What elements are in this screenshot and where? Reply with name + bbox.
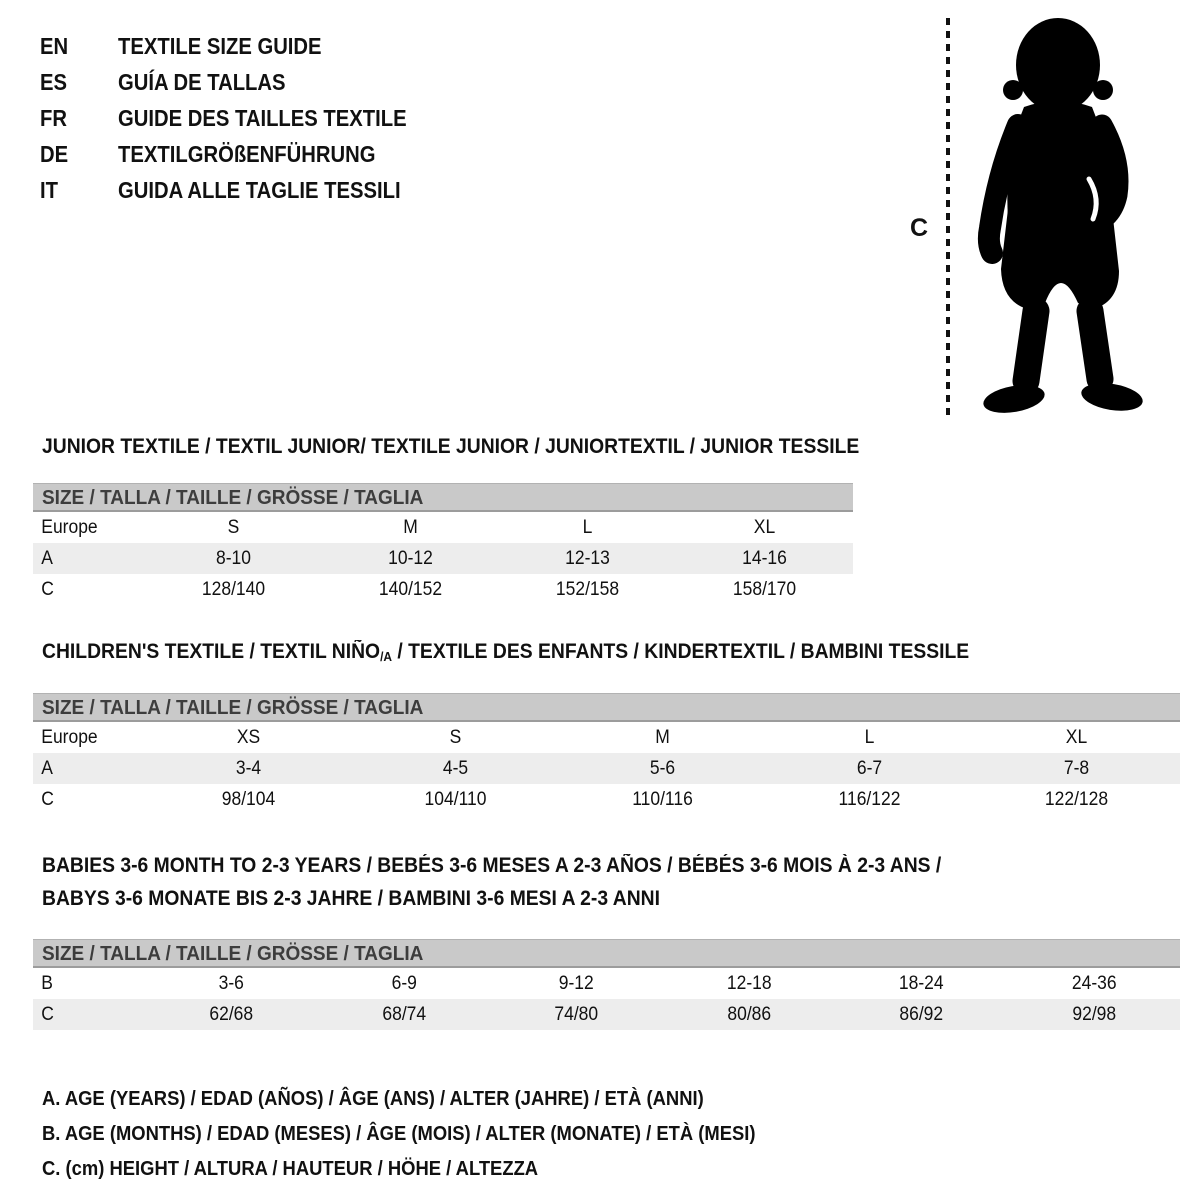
language-row <box>40 136 446 172</box>
section-title-children <box>42 641 1089 667</box>
table-cell: 98/104 <box>221 788 276 810</box>
table-cell: S <box>227 516 240 538</box>
title-text: CHILDREN'S TEXTILE / TEXTIL NIÑO <box>42 640 381 663</box>
table-cell: 10-12 <box>388 547 433 569</box>
height-measure-label: C <box>910 214 929 242</box>
table-cell: 14-16 <box>742 547 787 569</box>
table-cell: 110/116 <box>632 788 693 810</box>
language-list <box>40 28 446 208</box>
table-row <box>33 512 853 543</box>
legend-line-b: B. AGE (MONTHS) / EDAD (MESES) / ÂGE (MOIS) / ALTER (MONATE) / ETÀ (MESI) <box>42 1123 756 1145</box>
language-label: GUÍA DE TALLAS <box>118 68 286 95</box>
table-row <box>33 753 1180 784</box>
table-cell: XS <box>236 726 261 748</box>
table-cell: 5-6 <box>649 757 676 779</box>
table-cell: 152/158 <box>555 578 620 600</box>
table-cell: 68/74 <box>381 1003 426 1025</box>
title-subscript: /A <box>380 649 393 664</box>
table-cell: 104/110 <box>424 788 487 810</box>
title-text: / TEXTILE DES ENFANTS / KINDERTEXTIL / BAMBINI TESSILE <box>392 640 970 663</box>
row-label: A <box>41 757 53 779</box>
table-cell: 18-24 <box>898 972 944 994</box>
language-label: TEXTILGRÖßENFÜHRUNG <box>118 140 376 167</box>
row-label: Europe <box>41 516 98 538</box>
table-cell: XL <box>1065 726 1088 748</box>
height-dashed-line <box>946 18 950 418</box>
table-cell: 9-12 <box>558 972 594 994</box>
title-line-2: BABYS 3-6 MONATE BIS 2-3 JAHRE / BAMBINI 3-6 MESI A 2-3 ANNI <box>42 887 660 910</box>
row-label: Europe <box>41 726 98 748</box>
language-code: DE <box>40 140 69 167</box>
table-cell: 24-36 <box>1071 972 1117 994</box>
size-header-text: SIZE / TALLA / TAILLE / GRÖSSE / TAGLIA <box>42 697 424 719</box>
table-cell: M <box>403 516 418 538</box>
legend-line-c: C. (cm) HEIGHT / ALTURA / HAUTEUR / HÖHE / ALTEZZA <box>42 1158 539 1180</box>
table-cell: 12-18 <box>726 972 772 994</box>
section-junior <box>33 436 1180 605</box>
height-measure-figure <box>900 10 1190 425</box>
table-row <box>33 999 1180 1030</box>
table-cell: 3-4 <box>235 757 262 779</box>
size-header-text: SIZE / TALLA / TAILLE / GRÖSSE / TAGLIA <box>42 487 424 509</box>
table-row <box>33 784 1180 815</box>
row-label: B <box>41 972 53 994</box>
size-table-babies <box>33 939 1180 1030</box>
table-row <box>33 968 1180 999</box>
section-children <box>33 641 1180 815</box>
table-cell: 116/122 <box>838 788 901 810</box>
language-code: FR <box>40 104 67 131</box>
table-cell: M <box>655 726 670 748</box>
legend <box>42 1082 1180 1187</box>
language-label: TEXTILE SIZE GUIDE <box>118 32 322 59</box>
table-cell: XL <box>753 516 776 538</box>
size-header-text: SIZE / TALLA / TAILLE / GRÖSSE / TAGLIA <box>42 943 424 965</box>
size-table-children <box>33 693 1180 815</box>
section-babies <box>33 849 1180 1030</box>
language-label: GUIDE DES TAILLES TEXTILE <box>118 104 407 131</box>
table-cell: 86/92 <box>899 1003 944 1025</box>
table-cell: 128/140 <box>201 578 266 600</box>
table-cell: 62/68 <box>209 1003 254 1025</box>
size-header-bar <box>33 939 1180 968</box>
table-cell: 74/80 <box>554 1003 599 1025</box>
language-row <box>40 172 446 208</box>
language-row <box>40 100 446 136</box>
table-cell: L <box>582 516 593 538</box>
size-table-junior <box>33 483 853 605</box>
language-row <box>40 28 446 64</box>
table-cell: 4-5 <box>442 757 469 779</box>
table-row <box>33 722 1180 753</box>
table-cell: 12-13 <box>565 547 610 569</box>
table-cell: 8-10 <box>216 547 251 569</box>
table-cell: 6-7 <box>856 757 883 779</box>
legend-line-a: A. AGE (YEARS) / EDAD (AÑOS) / ÂGE (ANS) / ALTER (JAHRE) / ETÀ (ANNI) <box>42 1088 704 1110</box>
title-line-1: BABIES 3-6 MONTH TO 2-3 YEARS / BEBÉS 3-6 MESES A 2-3 AÑOS / BÉBÉS 3-6 MOIS À 2-3 ANS / <box>42 854 942 877</box>
language-code: EN <box>40 32 69 59</box>
table-cell: 92/98 <box>1071 1003 1116 1025</box>
toddler-silhouette-icon <box>968 13 1148 418</box>
table-cell: 122/128 <box>1044 788 1109 810</box>
size-header-bar <box>33 693 1180 722</box>
table-row <box>33 574 853 605</box>
table-cell: 7-8 <box>1063 757 1090 779</box>
section-title-babies <box>42 849 1180 915</box>
table-cell: S <box>449 726 462 748</box>
table-cell: 3-6 <box>218 972 244 994</box>
table-cell: 158/170 <box>732 578 797 600</box>
table-cell: 6-9 <box>391 972 417 994</box>
language-row <box>40 64 446 100</box>
table-cell: L <box>864 726 875 748</box>
table-row <box>33 543 853 574</box>
size-tables <box>33 430 1180 1187</box>
section-title-junior: JUNIOR TEXTILE / TEXTIL JUNIOR/ TEXTILE JUNIOR / JUNIORTEXTIL / JUNIOR TESSILE <box>42 435 860 458</box>
row-label: C <box>41 1003 54 1025</box>
language-code: ES <box>40 68 68 95</box>
row-label: C <box>41 578 54 600</box>
row-label: C <box>41 788 54 810</box>
row-label: A <box>41 547 53 569</box>
table-cell: 80/86 <box>726 1003 771 1025</box>
language-code: IT <box>40 176 58 203</box>
table-cell: 140/152 <box>378 578 443 600</box>
language-label: GUIDA ALLE TAGLIE TESSILI <box>118 176 401 203</box>
size-header-bar <box>33 483 853 512</box>
